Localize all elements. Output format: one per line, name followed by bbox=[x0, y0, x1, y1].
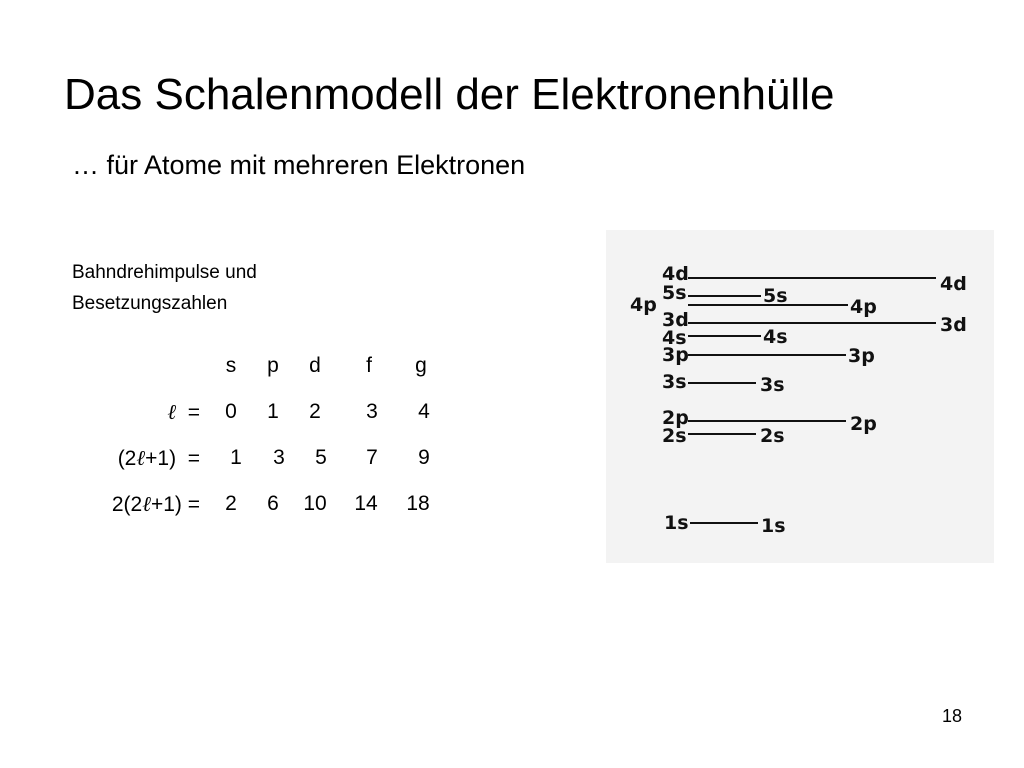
level-label-right-2s: 2s bbox=[760, 425, 785, 447]
table-cell: 0 bbox=[225, 400, 237, 423]
level-label-right-3p: 3p bbox=[848, 345, 875, 367]
row-label-post: +1) = bbox=[150, 493, 200, 516]
table-cell: 2 bbox=[225, 492, 237, 515]
table-cell: 5 bbox=[315, 446, 327, 469]
table-cell: 4 bbox=[418, 400, 430, 423]
slide-title: Das Schalenmodell der Elektronenhülle bbox=[64, 70, 835, 119]
level-label-left-3p: 3p bbox=[662, 344, 689, 366]
energy-level-svg bbox=[606, 230, 994, 563]
row-label-post: +1) = bbox=[145, 447, 200, 470]
table-cell: 14 bbox=[354, 492, 378, 515]
col-header-s: s bbox=[225, 354, 237, 377]
row-label-pre: (2 bbox=[117, 447, 137, 470]
row-label-ell bbox=[167, 400, 200, 425]
row-label-multiplicity bbox=[118, 446, 200, 471]
level-label-right-3d: 3d bbox=[940, 314, 967, 336]
level-label-left-4d: 4d bbox=[662, 263, 689, 285]
row-label-post: = bbox=[176, 401, 200, 424]
table-cell: 3 bbox=[273, 446, 285, 469]
table-cell: 18 bbox=[406, 492, 430, 515]
page-number: 18 bbox=[941, 706, 962, 726]
table-cell: 2 bbox=[309, 400, 321, 423]
col-header-f: f bbox=[366, 354, 372, 377]
level-label-left-4s: 4s bbox=[662, 327, 687, 349]
section-label-line2: Besetzungszahlen bbox=[72, 293, 228, 314]
table-cell: 1 bbox=[267, 400, 279, 423]
level-label-right-3s: 3s bbox=[760, 374, 785, 396]
level-label-right-4s: 4s bbox=[763, 326, 788, 348]
level-label-left-2s: 2s bbox=[662, 425, 687, 447]
section-label bbox=[72, 257, 352, 319]
level-label-right-1s: 1s bbox=[761, 515, 786, 537]
table-cell: 6 bbox=[267, 492, 279, 515]
level-label-left-4p: 4p bbox=[630, 294, 657, 316]
level-label-left-3d: 3d bbox=[662, 309, 689, 331]
table-cell: 1 bbox=[230, 446, 242, 469]
ell-symbol: ℓ bbox=[136, 446, 146, 470]
level-label-right-4p: 4p bbox=[850, 296, 877, 318]
col-header-d: d bbox=[309, 354, 321, 377]
level-label-left-1s: 1s bbox=[664, 512, 689, 534]
slide-subtitle: … für Atome mit mehreren Elektronen bbox=[72, 150, 526, 180]
energy-level-diagram bbox=[606, 230, 994, 563]
level-label-right-4d: 4d bbox=[940, 273, 967, 295]
ell-symbol: ℓ bbox=[142, 492, 151, 516]
table-cell: 7 bbox=[366, 446, 378, 469]
level-label-left-2p: 2p bbox=[662, 407, 689, 429]
ell-symbol: ℓ bbox=[167, 400, 177, 424]
col-header-g: g bbox=[415, 354, 427, 377]
table-cell: 3 bbox=[366, 400, 378, 423]
level-label-right-2p: 2p bbox=[850, 413, 877, 435]
level-label-right-5s: 5s bbox=[763, 285, 788, 307]
level-label-left-5s: 5s bbox=[662, 282, 687, 304]
col-header-p: p bbox=[267, 354, 279, 377]
level-label-left-3s: 3s bbox=[662, 371, 687, 393]
row-label-occupancy bbox=[112, 492, 200, 517]
section-label-line1: Bahndrehimpulse und bbox=[72, 262, 257, 283]
table-cell: 9 bbox=[418, 446, 430, 469]
table-cell: 10 bbox=[303, 492, 327, 515]
row-label-pre: 2(2 bbox=[111, 493, 143, 516]
